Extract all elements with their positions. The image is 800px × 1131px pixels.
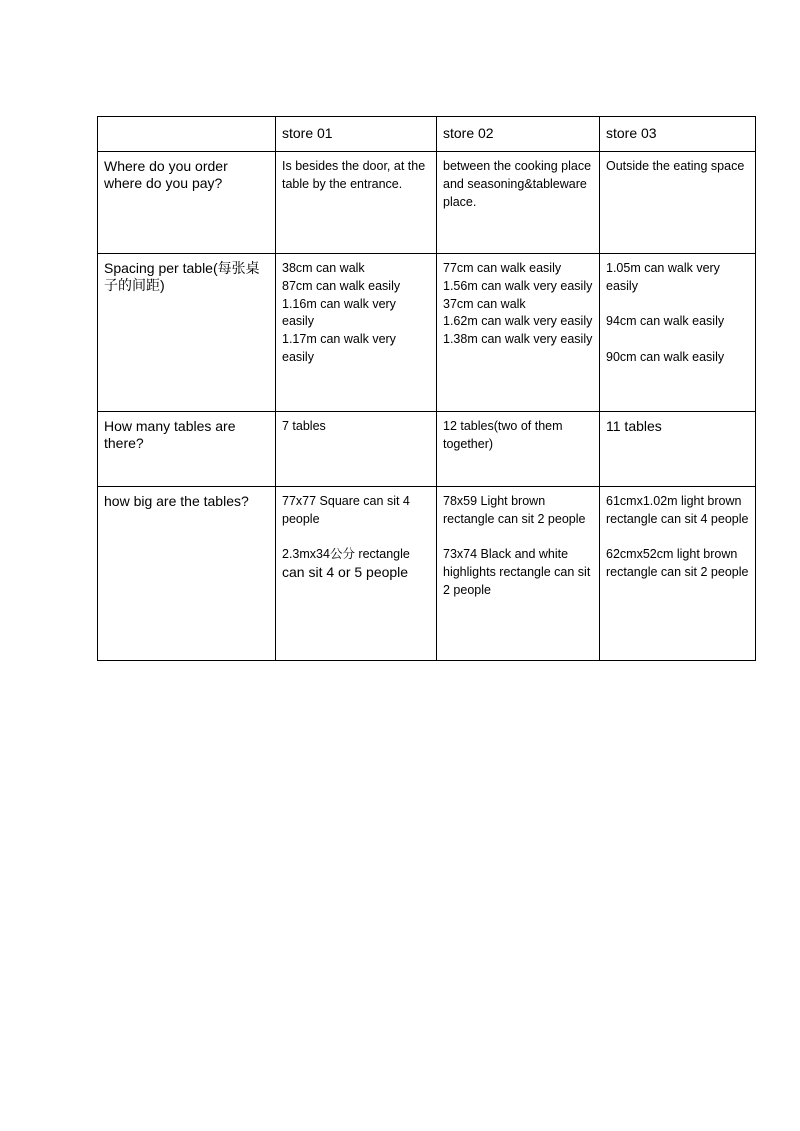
header-cell-store-01: store 01 xyxy=(276,117,437,152)
blank-line xyxy=(606,331,749,349)
cell-store-03-size xyxy=(600,487,756,661)
row-label-order-location: Where do you order where do you pay? xyxy=(98,152,276,254)
cell-line: 1.38m can walk very easily xyxy=(443,332,593,347)
cell-store-02-order xyxy=(437,152,600,254)
cell-store-01-count xyxy=(276,412,437,487)
cell-line: 37cm can walk xyxy=(443,296,526,311)
cell-line: Is besides the door, at the table by the entrance. xyxy=(282,159,426,191)
cell-line: 61cmx1.02m light brown xyxy=(606,494,742,508)
cell-line: Outside the eating space xyxy=(606,159,745,173)
cell-line: 2.3mx34公分 rectangle xyxy=(282,547,410,562)
cell-store-01-spacing xyxy=(276,254,437,412)
cell-store-02-size xyxy=(437,487,600,661)
cell-line: 7 tables xyxy=(282,419,326,433)
blank-line xyxy=(443,529,593,547)
cell-line: 1.16m can walk very easily xyxy=(282,296,396,329)
table-row-table-size xyxy=(98,487,756,661)
table-row-spacing xyxy=(98,254,756,412)
cell-line: 78x59 Light brown rectangle can sit 2 people xyxy=(443,494,586,526)
cell-store-01-size xyxy=(276,487,437,661)
blank-line xyxy=(282,529,430,547)
header-cell-empty xyxy=(98,117,276,152)
cell-line: 94cm can walk easily xyxy=(606,314,725,329)
cell-line: between the cooking place and seasoning&tableware place. xyxy=(443,159,592,209)
cell-store-02-spacing xyxy=(437,254,600,412)
cell-line: 12 tables(two of them together) xyxy=(443,419,563,451)
cell-store-01-order xyxy=(276,152,437,254)
cell-line: 90cm can walk easily xyxy=(606,349,725,364)
row-label-spacing: Spacing per table(每张桌子的间距) xyxy=(98,254,276,412)
cell-line: 1.56m can walk very easily xyxy=(443,278,593,293)
cell-line: rectangle can sit 4 people xyxy=(606,511,749,526)
table-row-order-location xyxy=(98,152,756,254)
cell-line: 87cm can walk easily xyxy=(282,278,401,293)
cell-line: 1.62m can walk very easily xyxy=(443,314,593,329)
cell-store-03-order xyxy=(600,152,756,254)
table-row-table-count xyxy=(98,412,756,487)
blank-line xyxy=(606,296,749,314)
table-header-row xyxy=(98,117,756,152)
row-label-table-count: How many tables are there? xyxy=(98,412,276,487)
cell-line: 77cm can walk easily xyxy=(443,261,562,275)
header-cell-store-02: store 02 xyxy=(437,117,600,152)
cell-line: 77x77 Square can sit 4 people xyxy=(282,494,410,526)
header-cell-store-03: store 03 xyxy=(600,117,756,152)
cell-store-03-count xyxy=(600,412,756,487)
cell-line: 38cm can walk xyxy=(282,261,365,275)
cell-line: can sit 4 or 5 people xyxy=(282,564,409,581)
cell-line: 11 tables xyxy=(606,418,662,434)
cell-line: 1.05m can walk very easily xyxy=(606,261,720,293)
cell-line: 62cmx52cm light brown rectangle can sit 2 people xyxy=(606,547,749,580)
cell-store-03-spacing xyxy=(600,254,756,412)
blank-line xyxy=(606,529,749,547)
cell-line: 73x74 Black and white highlights rectangle can sit 2 people xyxy=(443,547,591,597)
row-label-table-size: how big are the tables? xyxy=(98,487,276,661)
cell-line: 1.17m can walk very easily xyxy=(282,332,396,364)
store-survey-table xyxy=(97,116,756,661)
cell-store-02-count xyxy=(437,412,600,487)
